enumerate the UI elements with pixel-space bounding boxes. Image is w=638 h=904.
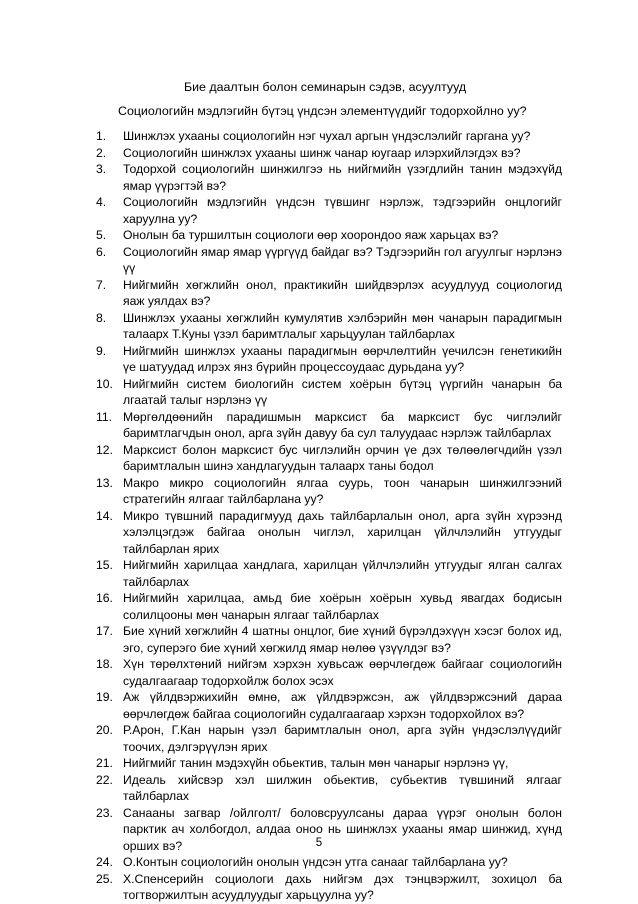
- list-item: [96, 755, 562, 772]
- question-text: Марксист болон марксист бус чиглэлийн орчин үе дэх төлөөлөгчдийн үзэл баримтлалын шинэ хандлагуудын талаарх таны бодол: [123, 442, 562, 473]
- question-text: Нийгмийн шинжлэх ухааны парадигмын өөрчлөлтийн үечилсэн генетикийн үе шатуудад илрэх янз бүрийн процессоудаас дурьдана уу?: [123, 343, 562, 374]
- list-item: [96, 656, 562, 689]
- list-item: [96, 409, 562, 442]
- question-text: Бие хүний хөгжлийн 4 шатны онцлог, бие хүний бүрэлдэхүүн хэсэг болох ид, эго, суперэго бие хүний хөгжилд ямар нөлөө үзүүлдэг вэ?: [123, 624, 562, 655]
- question-text: О.Контын социологийн онолын үндсэн утга санааг тайлбарлана уу?: [123, 855, 508, 869]
- question-number: 14.: [96, 508, 113, 523]
- question-text: Социологийн ямар ямар үүргүүд байдаг вэ? Тэдгээрийн гол агуулгыг нэрлэнэ үү: [123, 244, 562, 275]
- question-list: [96, 128, 562, 904]
- list-item: [96, 772, 562, 805]
- question-number: 7.: [96, 277, 107, 292]
- list-item: [96, 376, 562, 409]
- question-text: Шинжлэх ухааны социологийн нэг чухал аргын үндэслэлийг гаргана уу?: [123, 129, 531, 143]
- list-item: [96, 343, 562, 376]
- list-item: [96, 227, 562, 244]
- question-number: 15.: [96, 558, 113, 572]
- question-text: Х.Спенсерийн социологи дахь нийгэм дэх тэнцвэржилт, зохицол ба тогтворжилтын асуудлуудыг харьцуулна уу?: [123, 871, 562, 902]
- question-text: Нийгмийн систем биологийн систем хоёрын бүтэц үүргийн чанарын ба лгаатай талыг нэрлэнэ үү: [123, 376, 562, 407]
- question-number: 12.: [96, 442, 113, 457]
- question-number: 6.: [96, 244, 107, 259]
- question-number: 18.: [96, 657, 113, 671]
- question-number: 13.: [96, 475, 113, 490]
- question-text: Микро түвшний парадигмууд дахь тайлбарлалын онол, арга зүйн хүрээнд хэлэлцэгдэж байгаа онолын чиглэл, харилцан үйлчлэлийн утгуудыг тайлбарлан ярих: [123, 508, 562, 556]
- question-number: 20.: [96, 723, 113, 737]
- list-item: [96, 310, 562, 343]
- question-text: Нийгмийн хөгжлийн онол, практикийн шийдвэрлэх асуудлууд социологид яаж уялдах вэ?: [123, 277, 562, 308]
- question-text: Аж үйлдвэржихийн өмнө, аж үйлдвэржсэн, аж үйлдвэржсэний дараа өөрчлөгдөж байгаа социологийн судалгаагаар хэрхэн тодорхойлох вэ?: [123, 690, 562, 721]
- list-item: [96, 557, 562, 590]
- question-number: 8.: [96, 310, 107, 325]
- list-item: [96, 277, 562, 310]
- question-text: Нийгмийн харилцаа, амьд бие хоёрын хоёрын хувьд явагдах бодисын солилцооны мөн чанарын ялгааг тайлбарлах: [123, 591, 562, 622]
- question-number: 5.: [96, 228, 107, 242]
- question-text: Тодорхой социологийн шинжилгээ нь нийгмийн үзэгдлийн танин мэдэхүйд ямар үүрэгтэй вэ?: [123, 162, 562, 193]
- list-item: [96, 590, 562, 623]
- question-number: 10.: [96, 376, 113, 391]
- question-text: Макро микро социологийн ялгаа суурь, тоон чанарын шинжилгээний стратегийн ялгааг тайлбарлана уу?: [123, 475, 562, 506]
- document-subtitle: Социологийн мэдлэгийн бүтэц үндсэн элементүүдийг тодорхойлно уу?: [118, 104, 527, 118]
- question-number: 2.: [96, 145, 107, 160]
- question-number: 22.: [96, 772, 113, 787]
- list-item: [96, 442, 562, 475]
- list-item: [96, 161, 562, 194]
- document-title: Бие даалтын болон семинарын сэдэв, асуултууд: [184, 80, 467, 94]
- question-text: Социологийн шинжлэх ухааны шинж чанар юугаар илэрхийлэгдэх вэ?: [123, 145, 521, 160]
- list-item: [96, 244, 562, 277]
- list-item: [96, 475, 562, 508]
- question-number: 4.: [96, 195, 107, 209]
- list-item: [96, 623, 562, 656]
- page-number: 5: [315, 837, 323, 849]
- list-item: [96, 689, 562, 722]
- list-item: [96, 871, 562, 904]
- list-item: [96, 145, 562, 162]
- question-number: 25.: [96, 871, 113, 886]
- list-item: [96, 722, 562, 755]
- list-item: [96, 854, 562, 871]
- question-text: Нийгмийг танин мэдэхүйн обьектив, талын мөн чанарыг нэрлэнэ үү,: [123, 756, 509, 770]
- question-text: Нийгмийн харилцаа хандлага, харилцан үйлчлэлийн утгуудыг ялган салгах тайлбарлах: [123, 558, 562, 589]
- question-text: Идеаль хийсвэр хэл шилжин обьектив, субьектив түвшиний ялгааг тайлбарлах: [123, 772, 562, 803]
- question-number: 11.: [96, 409, 113, 424]
- question-text: Шинжлэх ухааны хөгжлийн кумулятив хэлбэрийн мөн чанарын парадигмын талаарх Т.Куны үзэл баримтлалыг харьцуулан тайлбарлах: [123, 310, 562, 341]
- question-number: 17.: [96, 624, 113, 638]
- list-item: [96, 128, 562, 145]
- list-item: [96, 194, 562, 227]
- question-number: 3.: [96, 162, 107, 176]
- question-number: 9.: [96, 343, 107, 358]
- question-number: 1.: [96, 129, 107, 143]
- question-text: Хүн төрөлхтөний нийгэм хэрхэн хувьсаж өөрчлөгдөж байгааг социологийн судалгаагаар тодорхойлж болох эсэх: [123, 657, 562, 688]
- question-number: 16.: [96, 591, 113, 605]
- question-text: Санааны загвар /ойлголт/ боловсруулсаны дараа үүрэг онолын болон парктик ач холбогдол, алдаа оноо нь шинжлэх ухааны ямар шинжид, хүнд орших вэ?: [123, 805, 562, 853]
- question-number: 24.: [96, 855, 113, 869]
- list-item: [96, 508, 562, 558]
- question-number: 19.: [96, 690, 113, 704]
- question-text: Мөргөлдөөнийн парадишмын марксист ба марксист бус чиглэлийг баримтлагчдын онол, арга зүйн давуу ба сул талуудаас нэрлэж тайлбарлах: [123, 409, 562, 440]
- question-number: 21.: [96, 756, 113, 770]
- question-text: Р.Арон, Г.Кан нарын үзэл баримтлалын онол, арга зүйн үндэслэлүүдийг тоочих, дэлгэрүүлэн ярих: [123, 723, 562, 754]
- question-number: 23.: [96, 805, 113, 820]
- question-text: Социологийн мэдлэгийн үндсэн түвшинг нэрлэж, тэдгээрийн онцлогийг харуулна уу?: [123, 195, 562, 226]
- question-text: Онолын ба туршилтын социологи өөр хоорондоо яаж харьцах вэ?: [123, 228, 499, 242]
